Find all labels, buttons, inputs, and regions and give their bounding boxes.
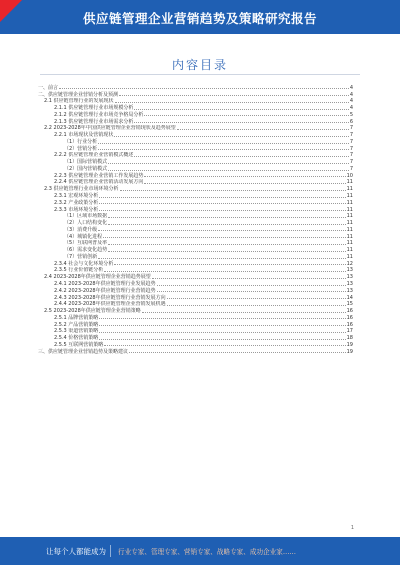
toc-entry-label: （2）人口结构变化 xyxy=(64,220,108,227)
toc-leader-dots xyxy=(119,95,349,96)
toc-leader-dots xyxy=(99,339,345,340)
toc-leader-dots xyxy=(152,278,346,279)
toc-entry[interactable] xyxy=(38,260,353,267)
toc-entry[interactable] xyxy=(38,206,353,213)
toc-leader-dots xyxy=(98,258,345,259)
toc-entry-page: 19 xyxy=(346,341,353,348)
footer-divider xyxy=(110,545,111,557)
toc-entry-page: 10 xyxy=(346,172,353,179)
toc-leader-dots xyxy=(134,109,348,110)
toc-divider xyxy=(40,74,360,75)
toc-entry-label: 三、供应链管理企业营销趋势及策略建议 xyxy=(38,348,129,355)
toc-entry-page: 11 xyxy=(346,206,353,213)
toc-entry-page: 11 xyxy=(346,193,353,200)
page-number: 1 xyxy=(350,525,354,531)
toc-entry-page: 13 xyxy=(346,274,353,281)
toc-leader-dots xyxy=(99,318,345,319)
table-of-contents xyxy=(38,84,353,355)
toc-entry-label: （1）行业分析 xyxy=(64,138,98,145)
toc-entry-label: 2.3.3 市场环境分析 xyxy=(54,206,99,213)
toc-leader-dots xyxy=(99,210,345,211)
toc-leader-dots xyxy=(99,325,345,326)
toc-entry[interactable] xyxy=(38,301,353,308)
toc-leader-dots xyxy=(120,190,346,191)
toc-entry[interactable] xyxy=(38,341,353,348)
toc-entry-page: 14 xyxy=(346,294,353,301)
toc-leader-dots xyxy=(98,149,349,150)
toc-leader-dots xyxy=(108,244,345,245)
toc-entry-label: 2.5.4 价格营销策略 xyxy=(54,335,99,342)
toc-leader-dots xyxy=(59,88,349,89)
toc-entry-label: （2）营销分析 xyxy=(64,145,98,152)
toc-entry-label: 2.5.1 品牌营销策略 xyxy=(54,314,99,321)
toc-entry[interactable] xyxy=(38,152,353,159)
toc-entry-page: 4 xyxy=(349,84,353,91)
toc-entry-page: 19 xyxy=(346,348,353,355)
toc-leader-dots xyxy=(99,197,345,198)
toc-entry-page: 17 xyxy=(346,328,353,335)
toc-leader-dots xyxy=(134,122,348,123)
toc-entry-page: 11 xyxy=(346,233,353,240)
footer-tags: 行业专家、管理专家、营销专家、战略专家、成功企业家…… xyxy=(118,548,297,556)
toc-entry[interactable] xyxy=(38,287,353,294)
toc-leader-dots xyxy=(144,115,348,116)
toc-entry-label: 2.1.1 供应链管理行业市场规模分析 xyxy=(54,105,134,112)
toc-entry-page: 11 xyxy=(346,247,353,254)
toc-entry-label: （2）国内营销模式 xyxy=(64,165,108,172)
toc-entry[interactable] xyxy=(38,246,353,253)
toc-entry[interactable] xyxy=(38,334,353,341)
toc-entry[interactable] xyxy=(38,165,353,172)
toc-leader-dots xyxy=(99,332,345,333)
toc-entry-page: 13 xyxy=(346,267,353,274)
toc-entry-label: 2.2.4 供应链管理企业营销活动发展方向 xyxy=(54,179,144,186)
toc-entry-label: （1）区域市场数据 xyxy=(64,213,108,220)
toc-entry[interactable] xyxy=(38,158,353,165)
toc-entry-label: （1）国际营销模式 xyxy=(64,159,108,166)
toc-leader-dots xyxy=(114,264,345,265)
toc-entry-page: 11 xyxy=(346,226,353,233)
toc-entry-page: 13 xyxy=(346,280,353,287)
toc-entry-page: 11 xyxy=(346,199,353,206)
toc-leader-dots xyxy=(108,251,345,252)
toc-entry-label: 2.2.2 供应链管理企业营销模式概述 xyxy=(54,152,134,159)
toc-entry-label: 2.4.3 2023-2028年供应链管理行业营销发展方向 xyxy=(54,294,166,301)
toc-entry-page: 11 xyxy=(346,253,353,260)
toc-entry-page: 13 xyxy=(346,287,353,294)
toc-leader-dots xyxy=(98,230,345,231)
toc-leader-dots xyxy=(108,170,349,171)
toc-entry-label: 2.5.3 渠道营销策略 xyxy=(54,328,99,335)
toc-entry-label: 2.2.3 供应链管理企业营销工作发展趋势 xyxy=(54,172,144,179)
toc-entry-page: 11 xyxy=(346,213,353,220)
toc-entry-label: 2.2 2023-2028年中国供应链管理企业营销现状及趋势展望 xyxy=(44,125,176,132)
toc-entry-label: 2.2.1 市场现状及营销现状 xyxy=(54,132,114,139)
toc-leader-dots xyxy=(167,298,346,299)
toc-entry-page: 4 xyxy=(349,91,353,98)
toc-leader-dots xyxy=(177,129,349,130)
toc-entry-page: 16 xyxy=(346,314,353,321)
toc-leader-dots xyxy=(144,183,345,184)
toc-leader-dots xyxy=(129,352,346,353)
toc-entry[interactable] xyxy=(38,179,353,186)
toc-leader-dots xyxy=(115,102,349,103)
toc-entry[interactable] xyxy=(38,273,353,280)
toc-entry-label: 2.3.5 行业价值链分析 xyxy=(54,267,104,274)
toc-entry-page: 12 xyxy=(346,260,353,267)
toc-entry[interactable] xyxy=(38,125,353,132)
toc-entry-page: 11 xyxy=(346,179,353,186)
toc-leader-dots xyxy=(108,224,345,225)
toc-entry[interactable] xyxy=(38,267,353,274)
toc-entry[interactable] xyxy=(38,185,353,192)
toc-entry-label: （6）需求变化趋势 xyxy=(64,247,108,254)
toc-leader-dots xyxy=(99,203,345,204)
toc-entry-page: 5 xyxy=(349,111,353,118)
toc-entry[interactable] xyxy=(38,199,353,206)
toc-entry-page: 15 xyxy=(346,301,353,308)
toc-entry[interactable] xyxy=(38,138,353,145)
toc-entry-label: （7）营销创新 xyxy=(64,253,98,260)
toc-entry[interactable] xyxy=(38,294,353,301)
toc-entry[interactable] xyxy=(38,172,353,179)
toc-entry-page: 7 xyxy=(349,132,353,139)
toc-entry[interactable] xyxy=(38,91,353,98)
toc-entry-label: 2.1 供应链管理行业的发展现状 xyxy=(44,98,114,105)
toc-entry[interactable] xyxy=(38,219,353,226)
toc-entry-page: 6 xyxy=(349,118,353,125)
toc-entry[interactable] xyxy=(38,98,353,105)
toc-entry-label: 一、前言 xyxy=(38,84,59,91)
toc-entry-page: 11 xyxy=(346,240,353,247)
toc-entry[interactable] xyxy=(38,104,353,111)
toc-entry-label: 2.3.1 宏观环境分析 xyxy=(54,193,99,200)
toc-entry[interactable] xyxy=(38,280,353,287)
toc-entry[interactable] xyxy=(38,253,353,260)
toc-entry-label: 2.1.2 供应链管理行业市场竞争格局分析 xyxy=(54,111,144,118)
toc-entry[interactable] xyxy=(38,233,353,240)
toc-entry[interactable] xyxy=(38,226,353,233)
toc-entry-label: 2.3.4 社会与文化环境分析 xyxy=(54,260,114,267)
toc-entry-label: （3）消费升级 xyxy=(64,226,98,233)
toc-entry-page: 18 xyxy=(346,335,353,342)
toc-leader-dots xyxy=(98,143,349,144)
toc-entry-label: 2.3 供应链管理行业市场环境分析 xyxy=(44,186,119,193)
toc-entry-label: 二、供应链管理企业营销分析及预测 xyxy=(38,91,119,98)
toc-entry[interactable] xyxy=(38,213,353,220)
toc-entry[interactable] xyxy=(38,111,353,118)
toc-entry-page: 7 xyxy=(349,138,353,145)
toc-leader-dots xyxy=(103,237,345,238)
toc-entry[interactable] xyxy=(38,145,353,152)
toc-entry-page: 7 xyxy=(349,145,353,152)
toc-entry-label: 2.4.4 2023-2028年供应链管理企业营销发展机遇 xyxy=(54,301,166,308)
toc-entry[interactable] xyxy=(38,84,353,91)
toc-entry[interactable] xyxy=(38,328,353,335)
toc-entry-page: 11 xyxy=(346,186,353,193)
document-title: 供应链管理企业营销趋势及策略研究报告 xyxy=(82,11,317,26)
toc-entry-page: 7 xyxy=(349,152,353,159)
toc-entry-page: 7 xyxy=(349,165,353,172)
toc-entry-page: 7 xyxy=(349,159,353,166)
toc-entry-page: 16 xyxy=(346,321,353,328)
toc-entry-label: 2.1.3 供应链管理行业市场需求分析 xyxy=(54,118,134,125)
toc-leader-dots xyxy=(108,163,349,164)
toc-entry[interactable] xyxy=(38,321,353,328)
toc-entry-label: 2.4.1 2023-2028年供应链管理行业发展趋势 xyxy=(54,280,156,287)
toc-entry-label: 2.4.2 2023-2028年供应链管理行业营销趋势 xyxy=(54,287,156,294)
toc-entry[interactable] xyxy=(38,348,353,355)
toc-entry-page: 16 xyxy=(346,308,353,315)
toc-entry-label: 2.5.5 互联网营销策略 xyxy=(54,341,104,348)
toc-entry-label: 2.3.2 产业政策分析 xyxy=(54,199,99,206)
toc-entry-label: （4）城镇化进程 xyxy=(64,233,103,240)
toc-entry-label: 2.4 2023-2028年供应链管理企业营销趋势展望 xyxy=(44,274,151,281)
toc-entry[interactable] xyxy=(38,314,353,321)
toc-entry[interactable] xyxy=(38,118,353,125)
toc-leader-dots xyxy=(157,291,346,292)
toc-entry-page: 4 xyxy=(349,98,353,105)
toc-leader-dots xyxy=(144,176,345,177)
toc-leader-dots xyxy=(104,345,345,346)
toc-leader-dots xyxy=(114,136,348,137)
toc-entry-page: 4 xyxy=(349,105,353,112)
toc-entry[interactable] xyxy=(38,192,353,199)
toc-entry-label: （5）互联网普及率 xyxy=(64,240,108,247)
toc-entry-label: 2.5.2 产品营销策略 xyxy=(54,321,99,328)
toc-leader-dots xyxy=(108,217,345,218)
toc-leader-dots xyxy=(104,271,345,272)
toc-entry[interactable] xyxy=(38,131,353,138)
toc-leader-dots xyxy=(157,285,346,286)
toc-entry[interactable] xyxy=(38,307,353,314)
toc-title: 内容目录 xyxy=(171,58,228,72)
toc-entry-label: 2.5 2023-2028年供应链管理企业营销策略 xyxy=(44,308,141,315)
toc-entry-page: 7 xyxy=(349,125,353,132)
toc-leader-dots xyxy=(167,305,346,306)
page-footer xyxy=(0,537,400,565)
toc-leader-dots xyxy=(142,312,346,313)
toc-entry[interactable] xyxy=(38,240,353,247)
page-header xyxy=(0,0,400,34)
toc-leader-dots xyxy=(134,156,348,157)
toc-entry-page: 11 xyxy=(346,220,353,227)
footer-slogan: 让每个人都能成为 xyxy=(46,547,106,556)
